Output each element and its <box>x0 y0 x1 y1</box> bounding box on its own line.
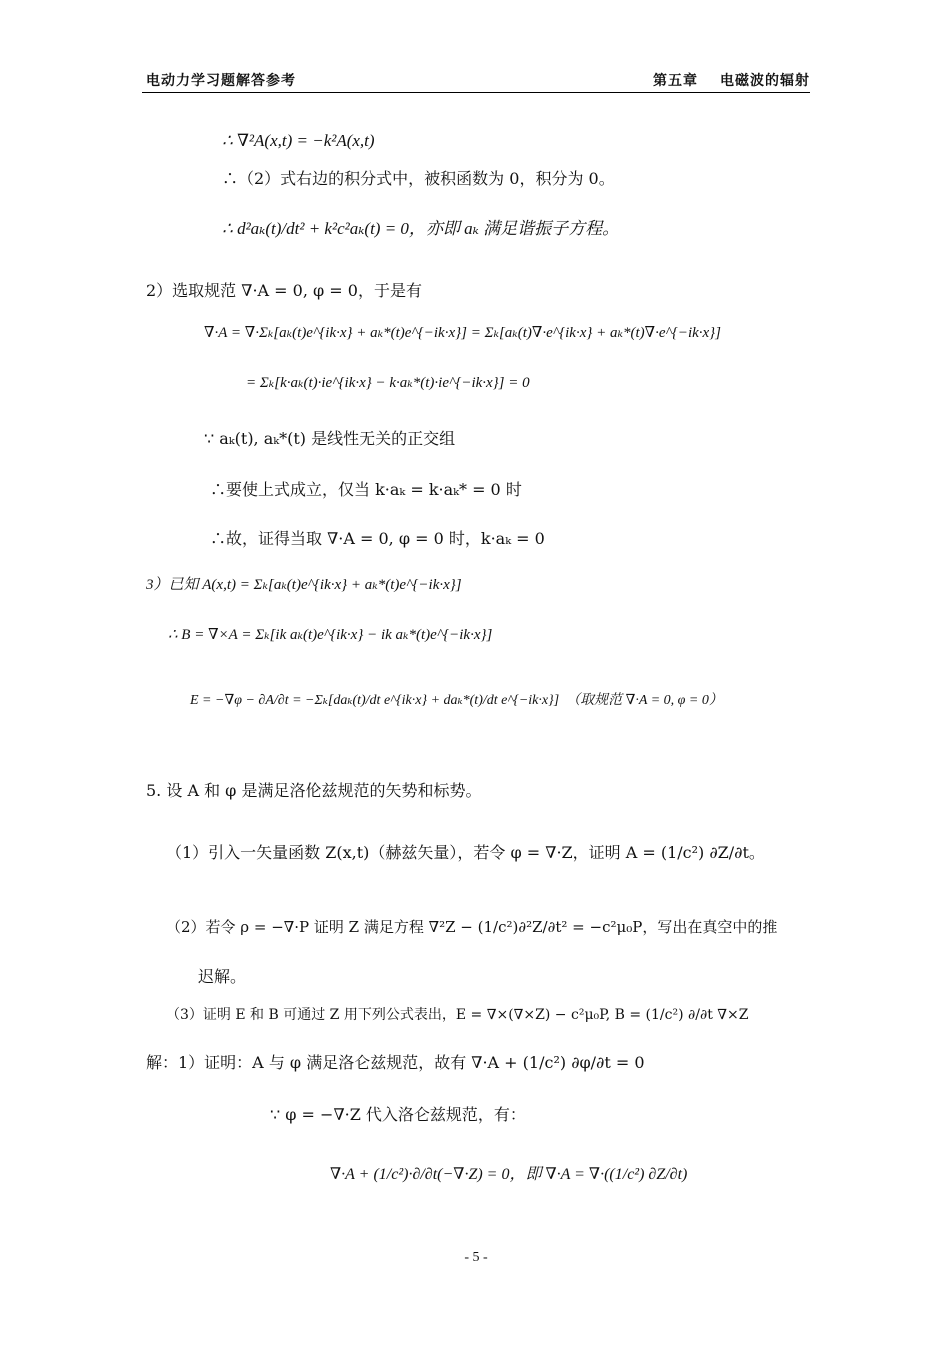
section-line: 2）选取规范 ∇·A = 0, φ = 0，于是有 <box>146 281 422 300</box>
problem-part: （1）引入一矢量函数 Z(x,t)（赫兹矢量），若令 φ = ∇·Z，证明 A = (1/c²) ∂Z/∂t。 <box>166 843 765 862</box>
section-line: 3）已知 A(x,t) = Σₖ[aₖ(t)e^{ik·x} + aₖ*(t)e^{−ik·x}] <box>146 577 462 593</box>
text-line: ∴（2）式右边的积分式中，被积函数为 0，积分为 0。 <box>222 169 615 188</box>
problem-statement: 5. 设 A 和 φ 是满足洛伦兹规范的矢势和标势。 <box>146 781 482 800</box>
equation-line: ∴ d²aₖ(t)/dt² + k²c²aₖ(t) = 0，亦即 aₖ 满足谐振子方程。 <box>222 219 620 238</box>
equation-line: E = −∇φ − ∂A/∂t = −Σₖ[daₖ(t)/dt e^{ik·x} + daₖ*(t)/dt e^{−ik·x}] （取规范 ∇·A = 0, φ = 0） <box>190 693 723 708</box>
page-number: - 5 - <box>464 1250 488 1265</box>
page-header-chapter <box>653 70 810 90</box>
equation-line: ∴ ∇²A(x,t) = −k²A(x,t) <box>222 131 375 150</box>
solution-line: ∵ φ = −∇·Z 代入洛仑兹规范，有： <box>270 1105 526 1124</box>
text-line: ∴要使上式成立，仅当 k·aₖ = k·aₖ* = 0 时 <box>210 480 522 499</box>
equation-line: ∇·A = ∇·Σₖ[aₖ(t)e^{ik·x} + aₖ*(t)e^{−ik·x}] = Σₖ[aₖ(t)∇·e^{ik·x} + aₖ*(t)∇·e^{−ik·x}] <box>204 325 722 341</box>
chapter-title: 电磁波的辐射 <box>720 73 810 89</box>
problem-part: （2）若令 ρ = −∇·P 证明 Z 满足方程 ∇²Z − (1/c²)∂²Z/∂t² = −c²μ₀P，写出在真空中的推 <box>166 918 778 936</box>
solution-line: 解：1）证明：A 与 φ 满足洛仑兹规范，故有 ∇·A + (1/c²) ∂φ/∂t = 0 <box>146 1053 645 1072</box>
equation-line: ∇·A + (1/c²)·∂/∂t(−∇·Z) = 0，即 ∇·A = ∇·((1/c²) ∂Z/∂t) <box>330 1166 688 1183</box>
chapter-number: 第五章 <box>653 73 698 89</box>
problem-part: 迟解。 <box>198 967 247 986</box>
page-header-book-title: 电动力学习题解答参考 <box>146 73 296 89</box>
text-line: ∴故，证得当取 ∇·A = 0, φ = 0 时，k·aₖ = 0 <box>210 529 545 548</box>
equation-line: ∴ B = ∇×A = Σₖ[ik aₖ(t)e^{ik·x} − ik aₖ*(t)e^{−ik·x}] <box>168 627 493 643</box>
equation-line: = Σₖ[k·aₖ(t)·ie^{ik·x} − k·aₖ*(t)·ie^{−ik·x}] = 0 <box>246 375 530 391</box>
text-line: ∵ aₖ(t), aₖ*(t) 是线性无关的正交组 <box>204 429 456 448</box>
header-rule <box>142 92 810 93</box>
problem-part: （3）证明 E 和 B 可通过 Z 用下列公式表出，E = ∇×(∇×Z) − c²μ₀P, B = (1/c²) ∂/∂t ∇×Z <box>166 1007 749 1023</box>
